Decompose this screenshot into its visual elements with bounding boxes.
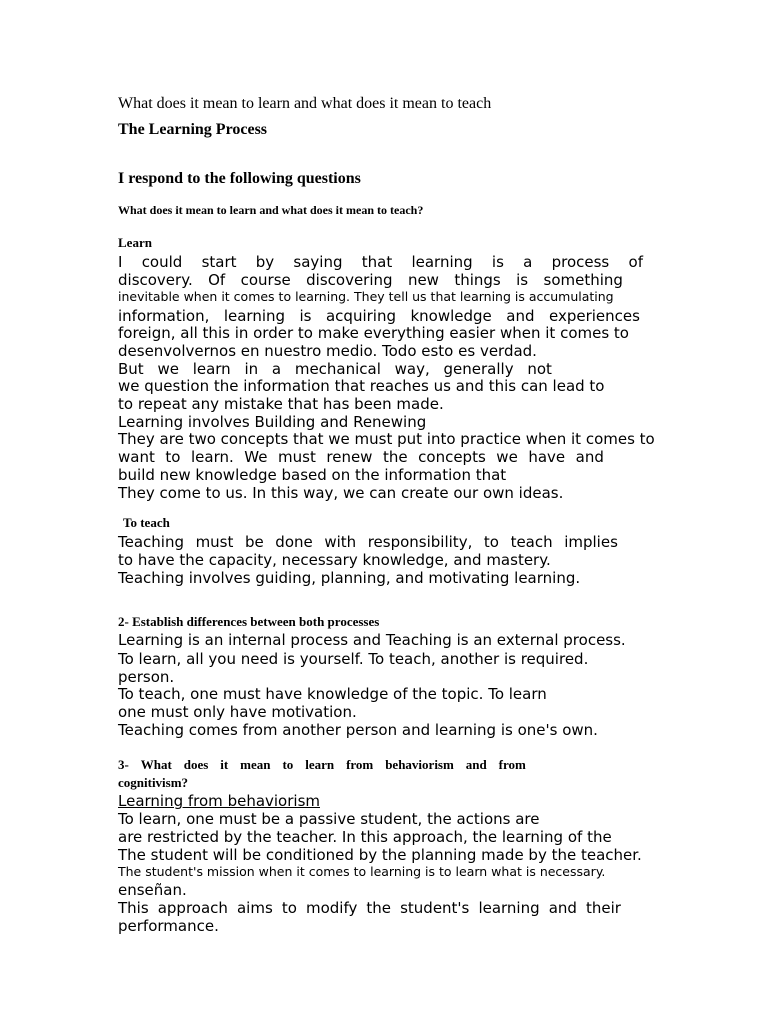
text-line: They are two concepts that we must put into practice when it comes to: [118, 430, 655, 448]
question-heading: 2- Establish differences between both processes: [118, 614, 380, 629]
text-line: we question the information that reaches us and this can lead to: [118, 377, 605, 395]
question-heading: What does it mean to learn and what does it mean to teach?: [118, 203, 424, 217]
text-line: desenvolvernos en nuestro medio. Todo esto es verdad.: [118, 342, 537, 360]
text-line: person.: [118, 668, 175, 686]
text-line: Learning involves Building and Renewing: [118, 413, 427, 431]
text-line: discovery. Of course discovering new things is something: [118, 271, 623, 289]
text-line: are restricted by the teacher. In this approach, the learning of the: [118, 828, 612, 846]
text-line: Teaching comes from another person and learning is one's own.: [118, 721, 598, 739]
text-line: The student's mission when it comes to learning is to learn what is necessary.: [118, 864, 606, 879]
text-line: to have the capacity, necessary knowledge, and mastery.: [118, 551, 551, 569]
text-line: Teaching must be done with responsibility, to teach implies: [118, 533, 618, 551]
text-line: build new knowledge based on the information that: [118, 466, 507, 484]
section-heading: I respond to the following questions: [118, 170, 361, 187]
subheading-behaviorism: Learning from behaviorism: [118, 792, 320, 810]
subheading-teach: To teach: [123, 515, 170, 530]
text-line: one must only have motivation.: [118, 703, 357, 721]
text-line: To learn, one must be a passive student, the actions are: [118, 810, 540, 828]
question-heading: 3- What does it mean to learn from behaviorism and from: [118, 757, 526, 772]
text-line: inevitable when it comes to learning. They tell us that learning is accumulating: [118, 289, 614, 304]
text-line: foreign, all this in order to make everything easier when it comes to: [118, 324, 629, 342]
text-line: want to learn. We must renew the concepts we have and: [118, 448, 604, 466]
text-line: To learn, all you need is yourself. To teach, another is required.: [118, 650, 589, 668]
text-line: But we learn in a mechanical way, generally not: [118, 360, 552, 378]
text-line: This approach aims to modify the student's learning and their: [118, 899, 621, 917]
question-heading-continued: cognitivism?: [118, 775, 189, 790]
text-line: enseñan.: [118, 881, 187, 899]
section-heading: The Learning Process: [118, 121, 268, 138]
text-line: To teach, one must have knowledge of the topic. To learn: [118, 685, 547, 703]
document-title: What does it mean to learn and what does it mean to teach: [118, 95, 492, 112]
text-line: information, learning is acquiring knowledge and experiences: [118, 307, 640, 325]
text-line: to repeat any mistake that has been made.: [118, 395, 444, 413]
text-line: I could start by saying that learning is a process of: [118, 253, 643, 271]
text-line: They come to us. In this way, we can create our own ideas.: [118, 484, 564, 502]
text-line: performance.: [118, 917, 219, 935]
text-line: Teaching involves guiding, planning, and motivating learning.: [118, 569, 581, 587]
text-line: Learning is an internal process and Teaching is an external process.: [118, 631, 626, 649]
text-line: The student will be conditioned by the planning made by the teacher.: [118, 846, 642, 864]
subheading-learn: Learn: [118, 235, 152, 250]
